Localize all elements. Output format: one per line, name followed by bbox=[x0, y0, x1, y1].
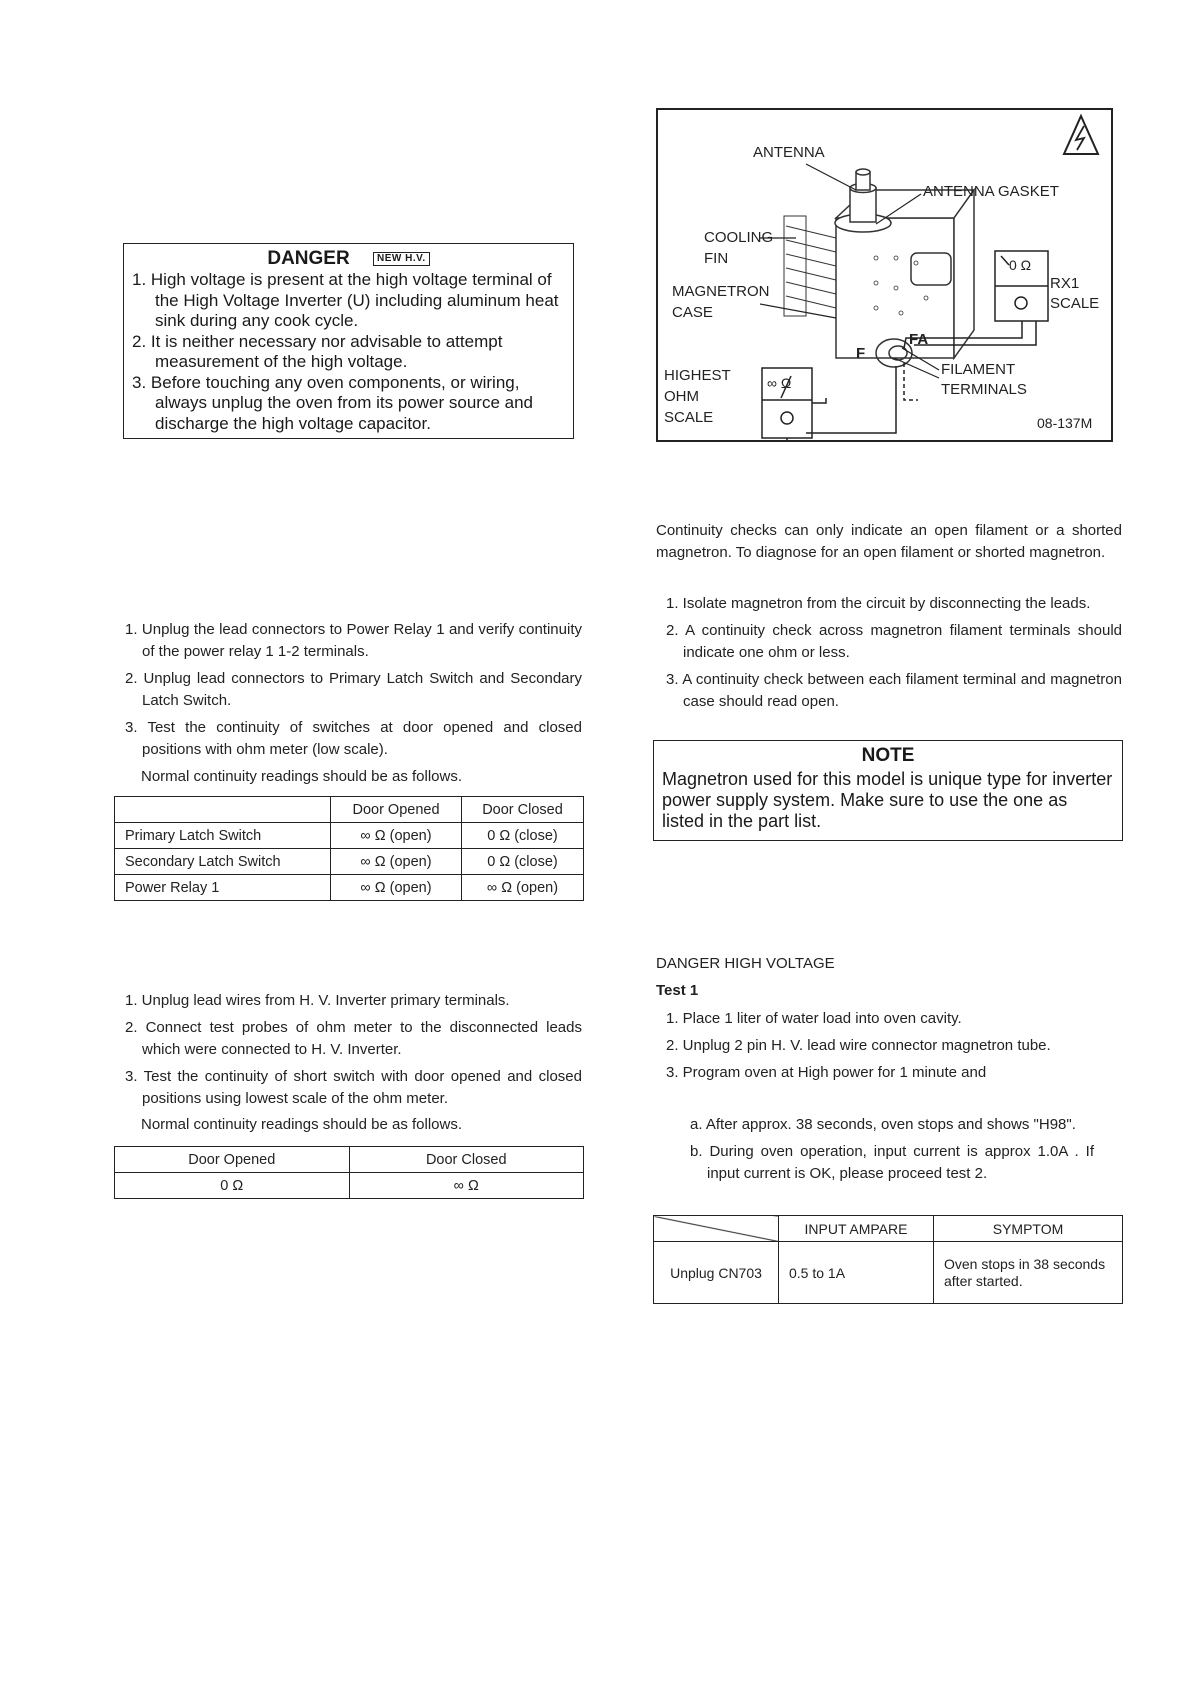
table-cell: 0 Ω bbox=[115, 1173, 350, 1199]
magnetron-step: 1. Isolate magnetron from the circuit by disconnecting the leads. bbox=[666, 595, 1091, 612]
table-cell: 0 Ω (close) bbox=[462, 823, 584, 849]
short-switch-table bbox=[114, 1146, 584, 1199]
switch-steps bbox=[125, 619, 582, 766]
test1-substeps bbox=[690, 1114, 1094, 1190]
table-header: Door Opened bbox=[331, 797, 462, 823]
short-switch-steps bbox=[125, 990, 582, 1115]
short-switch-step: 1. Unplug lead wires from H. V. Inverter primary terminals. bbox=[125, 992, 510, 1009]
note-box bbox=[653, 740, 1123, 841]
table-cell: ∞ Ω (open) bbox=[331, 823, 462, 849]
label-fin: FIN bbox=[704, 250, 729, 267]
note-title: NOTE bbox=[861, 745, 915, 766]
switch-step: 2. Unplug lead connectors to Primary Latch Switch and Secondary Latch Switch. bbox=[125, 670, 582, 709]
switch-normal-readings: Normal continuity readings should be as follows. bbox=[141, 768, 462, 785]
new-hv-tag: NEW H.V. bbox=[373, 252, 430, 266]
test1-steps bbox=[666, 1008, 1090, 1089]
note-body: Magnetron used for this model is unique type for inverter power supply system. Make sure to use the one as listed in the part list. bbox=[662, 769, 1113, 831]
magnetron-intro: Continuity checks can only indicate an open filament or a shorted magnetron. To diagnose for an open filament or shorted magnetron. bbox=[656, 522, 1122, 561]
table-cell: ∞ Ω (open) bbox=[462, 875, 584, 901]
test1-title: Test 1 bbox=[656, 982, 699, 999]
test1-step: 1. Place 1 liter of water load into oven cavity. bbox=[666, 1010, 962, 1027]
magnetron-diagram bbox=[656, 108, 1113, 442]
test1-substep: a. After approx. 38 seconds, oven stops and shows "H98". bbox=[690, 1116, 1076, 1133]
table-cell: ∞ Ω bbox=[349, 1173, 584, 1199]
table-header: INPUT AMPARE bbox=[779, 1216, 934, 1242]
label-case: CASE bbox=[672, 304, 713, 321]
high-voltage-warning-icon bbox=[1064, 116, 1098, 154]
table-header-row bbox=[654, 1216, 1123, 1242]
table-row bbox=[115, 823, 584, 849]
danger-item: 3. Before touching any oven components, or wiring, always unplug the oven from its power source and discharge the high voltage capacitor. bbox=[132, 372, 533, 433]
table-cell: ∞ Ω (open) bbox=[331, 875, 462, 901]
label-scale: SCALE bbox=[664, 409, 714, 426]
table-cell: Secondary Latch Switch bbox=[115, 849, 331, 875]
danger-title bbox=[124, 248, 573, 270]
table-row bbox=[115, 875, 584, 901]
short-switch-step: 2. Connect test probes of ohm meter to the disconnected leads which were connected to H. V. Inverter. bbox=[125, 1019, 582, 1058]
switch-step: 3. Test the continuity of switches at door opened and closed positions with ohm meter (low scale). bbox=[125, 719, 582, 758]
label-rx1-scale: SCALE bbox=[1050, 295, 1100, 312]
table-header: Door Closed bbox=[462, 797, 584, 823]
test1-step: 2. Unplug 2 pin H. V. lead wire connector magnetron tube. bbox=[666, 1037, 1051, 1054]
label-highest: HIGHEST bbox=[664, 367, 731, 384]
table-row bbox=[115, 849, 584, 875]
test1-substep: b. During oven operation, input current is approx 1.0A . If input current is OK, please proceed test 2. bbox=[690, 1143, 1094, 1182]
magnetron-steps bbox=[666, 593, 1122, 718]
table-cell: ∞ Ω (open) bbox=[331, 849, 462, 875]
table-header: SYMPTOM bbox=[934, 1216, 1123, 1242]
table-cell: Primary Latch Switch bbox=[115, 823, 331, 849]
table-cell: 0.5 to 1A bbox=[779, 1242, 934, 1304]
magnetron-diagram-svg bbox=[656, 108, 1113, 442]
table-header: Door Closed bbox=[349, 1147, 584, 1173]
table-cell: Unplug CN703 bbox=[654, 1242, 779, 1304]
short-switch-normal-readings: Normal continuity readings should be as follows. bbox=[141, 1116, 462, 1133]
danger-high-voltage-line: DANGER HIGH VOLTAGE bbox=[656, 955, 835, 972]
meter-zero-ohm-label: 0 Ω bbox=[1009, 257, 1032, 273]
label-fa: FA bbox=[909, 331, 929, 348]
table-header-row bbox=[115, 797, 584, 823]
label-cooling: COOLING bbox=[704, 229, 774, 246]
label-code: 08-137M bbox=[1037, 415, 1093, 431]
label-f: F bbox=[856, 345, 866, 362]
switch-step: 1. Unplug the lead connectors to Power Relay 1 and verify continuity of the power relay 1 1-2 terminals. bbox=[125, 621, 582, 660]
table-header bbox=[115, 797, 331, 823]
label-magnetron: MAGNETRON bbox=[672, 283, 770, 300]
table-header: Door Opened bbox=[115, 1147, 350, 1173]
label-rx1: RX1 bbox=[1050, 275, 1080, 292]
table-cell: Oven stops in 38 seconds after started. bbox=[934, 1242, 1123, 1304]
danger-box bbox=[123, 243, 574, 439]
label-antenna: ANTENNA bbox=[753, 144, 825, 161]
label-filament: FILAMENT bbox=[941, 361, 1016, 378]
danger-item: 2. It is neither necessary nor advisable to attempt measurement of the high voltage. bbox=[132, 331, 503, 371]
table-cell: 0 Ω (close) bbox=[462, 849, 584, 875]
danger-heading: DANGER bbox=[267, 248, 350, 269]
test1-step: 3. Program oven at High power for 1 minute and bbox=[666, 1064, 987, 1081]
danger-item: 1. High voltage is present at the high voltage terminal of the High Voltage Inverter (U) including aluminum heat sink during any cook cycle. bbox=[132, 270, 559, 330]
label-terminals: TERMINALS bbox=[941, 381, 1027, 398]
danger-list bbox=[132, 270, 567, 434]
table-row bbox=[115, 1173, 584, 1199]
meter-inf-ohm-label: ∞ Ω bbox=[767, 375, 792, 391]
label-antenna-gasket: ANTENNA GASKET bbox=[923, 183, 1059, 200]
table-row bbox=[654, 1242, 1123, 1304]
test1-table bbox=[653, 1215, 1123, 1304]
short-switch-step: 3. Test the continuity of short switch with door opened and closed positions using lowest scale of the ohm meter. bbox=[125, 1068, 582, 1107]
table-cell: Power Relay 1 bbox=[115, 875, 331, 901]
magnetron-step: 3. A continuity check between each filament terminal and magnetron case should read open. bbox=[666, 671, 1122, 710]
table-header-row bbox=[115, 1147, 584, 1173]
table-header bbox=[654, 1216, 779, 1242]
magnetron-step: 2. A continuity check across magnetron filament terminals should indicate one ohm or less. bbox=[666, 622, 1122, 661]
switch-continuity-table bbox=[114, 796, 584, 901]
label-ohm: OHM bbox=[664, 388, 699, 405]
